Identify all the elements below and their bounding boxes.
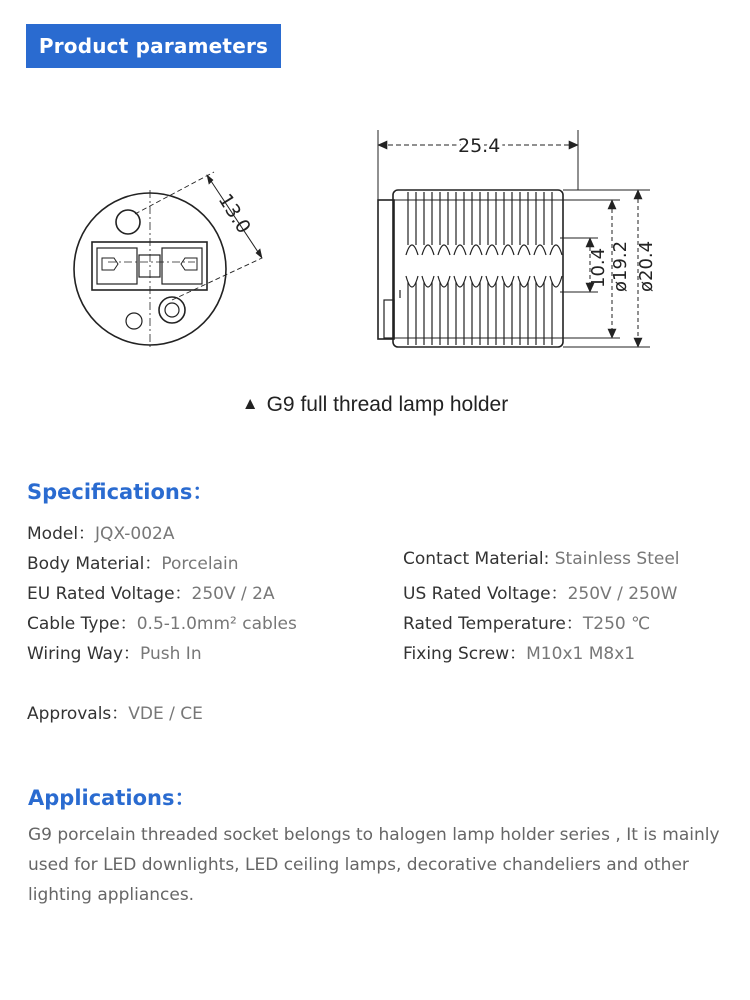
drawing-caption — [0, 393, 750, 417]
specifications-title: Specifications： — [27, 480, 214, 504]
section-header-product-parameters: Product parameters — [26, 24, 281, 68]
spec-label: Approvals： — [27, 704, 129, 724]
spec-contact-material — [403, 549, 680, 569]
applications-description: G9 porcelain threaded socket belongs to halogen lamp holder series , It is mainly used for LED downlights, LED ceiling lamps, decorative chandeliers and other lighting appliances. — [28, 825, 720, 905]
dim-pin-spacing: 13.0 — [213, 189, 255, 238]
spec-value: Stainless Steel — [554, 549, 680, 569]
spec-model — [27, 519, 174, 544]
spec-label: Cable Type： — [27, 614, 137, 634]
lamp-holder-technical-drawing — [0, 90, 750, 380]
spec-value: 250V / 2A — [191, 584, 275, 604]
spec-body-material — [27, 549, 239, 574]
spec-value: T250 ℃ — [582, 614, 651, 634]
front-view-pin-hole-bottom — [159, 297, 185, 323]
spec-label: US Rated Voltage： — [403, 584, 568, 604]
spec-value: M10x1 M8x1 — [526, 644, 636, 664]
side-view-threads — [400, 192, 562, 345]
applications-title: Applications： — [28, 786, 196, 810]
spec-label: Fixing Screw： — [403, 644, 527, 664]
spec-label: EU Rated Voltage： — [27, 584, 192, 604]
spec-cable-type — [27, 609, 297, 634]
dim-inner: 10.4 — [588, 247, 609, 288]
spec-eu-voltage — [27, 579, 275, 604]
spec-label: Model： — [27, 524, 96, 544]
spec-label: Body Material： — [27, 554, 162, 574]
spec-approvals — [27, 699, 203, 724]
spec-value: JQX-002A — [95, 524, 175, 544]
side-view-body — [393, 190, 563, 347]
dim-diameter-2: ø20.4 — [636, 240, 657, 292]
spec-value: 0.5-1.0mm² cables — [136, 614, 297, 634]
spec-us-voltage — [403, 579, 677, 604]
triangle-icon: ▲ — [241, 394, 259, 413]
spec-label: Wiring Way： — [27, 644, 141, 664]
spec-wiring-way — [27, 639, 202, 664]
spec-label: Rated Temperature： — [403, 614, 583, 634]
spec-value: Porcelain — [161, 554, 239, 574]
dim-diameter-1: ø19.2 — [610, 240, 631, 292]
spec-rated-temperature — [403, 609, 650, 634]
spec-label: Contact Material: — [403, 549, 550, 569]
dim-width: 25.4 — [458, 135, 501, 157]
spec-value: 250V / 250W — [567, 584, 678, 604]
spec-value: VDE / CE — [128, 704, 203, 724]
front-view-contact-block — [92, 242, 207, 290]
caption-text: G9 full thread lamp holder — [266, 393, 509, 416]
spec-value: Push In — [140, 644, 202, 664]
spec-fixing-screw — [403, 639, 635, 664]
